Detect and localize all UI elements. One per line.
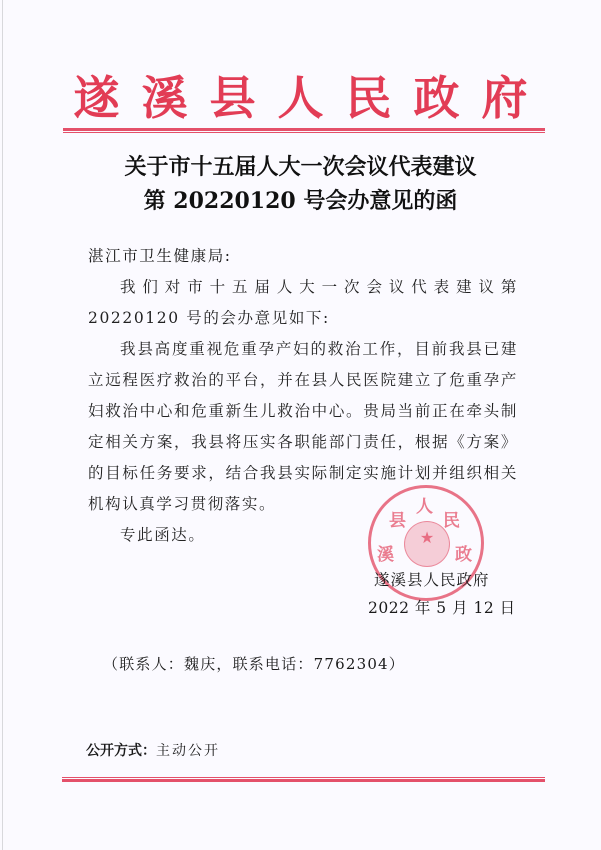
paragraph-closing: 专此函达。 <box>120 526 206 544</box>
paragraph-main: 我县高度重视危重孕产妇的救治工作，目前我县已建立远程医疗救治的平台，并在县人民医院建立了危重孕产妇救治中心和危重新生儿救治中心。贵局当前正在牵头制定相关方案，我县将压实各职能部门责任，根据《方案》的目标任务要求，结合我县实际制定实施计划并组织相关机构认真学习贯彻落实。 <box>88 340 518 513</box>
header-red-rule <box>63 128 545 133</box>
document-title-line-1: 关于市十五届人大一次会议代表建议 <box>124 154 477 180</box>
document-title-line-2: 第 20220120 号会办意见的函 <box>143 188 458 214</box>
masthead-issuer: 遂溪县人民政府 <box>73 71 550 125</box>
footer-red-rule <box>62 777 545 782</box>
disclosure-method <box>86 740 220 760</box>
disclosure-value: 主动公开 <box>156 743 220 759</box>
seal-char: 人 <box>416 497 433 517</box>
disclosure-label: 公开方式： <box>86 743 156 759</box>
seal-char: 政 <box>455 545 472 565</box>
seal-char: 民 <box>443 511 460 531</box>
seal-char: 溪 <box>377 545 394 565</box>
seal-char: 县 <box>389 511 406 531</box>
salutation: 湛江市卫生健康局: <box>88 247 232 265</box>
signature-date: 2022 年 5 月 12 日 <box>368 599 516 617</box>
national-emblem-icon: ★ <box>404 521 450 567</box>
contact-info: （联系人：魏庆，联系电话：7762304） <box>103 655 406 673</box>
paragraph-intro: 我们对市十五届人大一次会议代表建议第 20220120 号的会办意见如下: <box>88 278 518 327</box>
signer: 遂溪县人民政府 <box>374 571 490 589</box>
